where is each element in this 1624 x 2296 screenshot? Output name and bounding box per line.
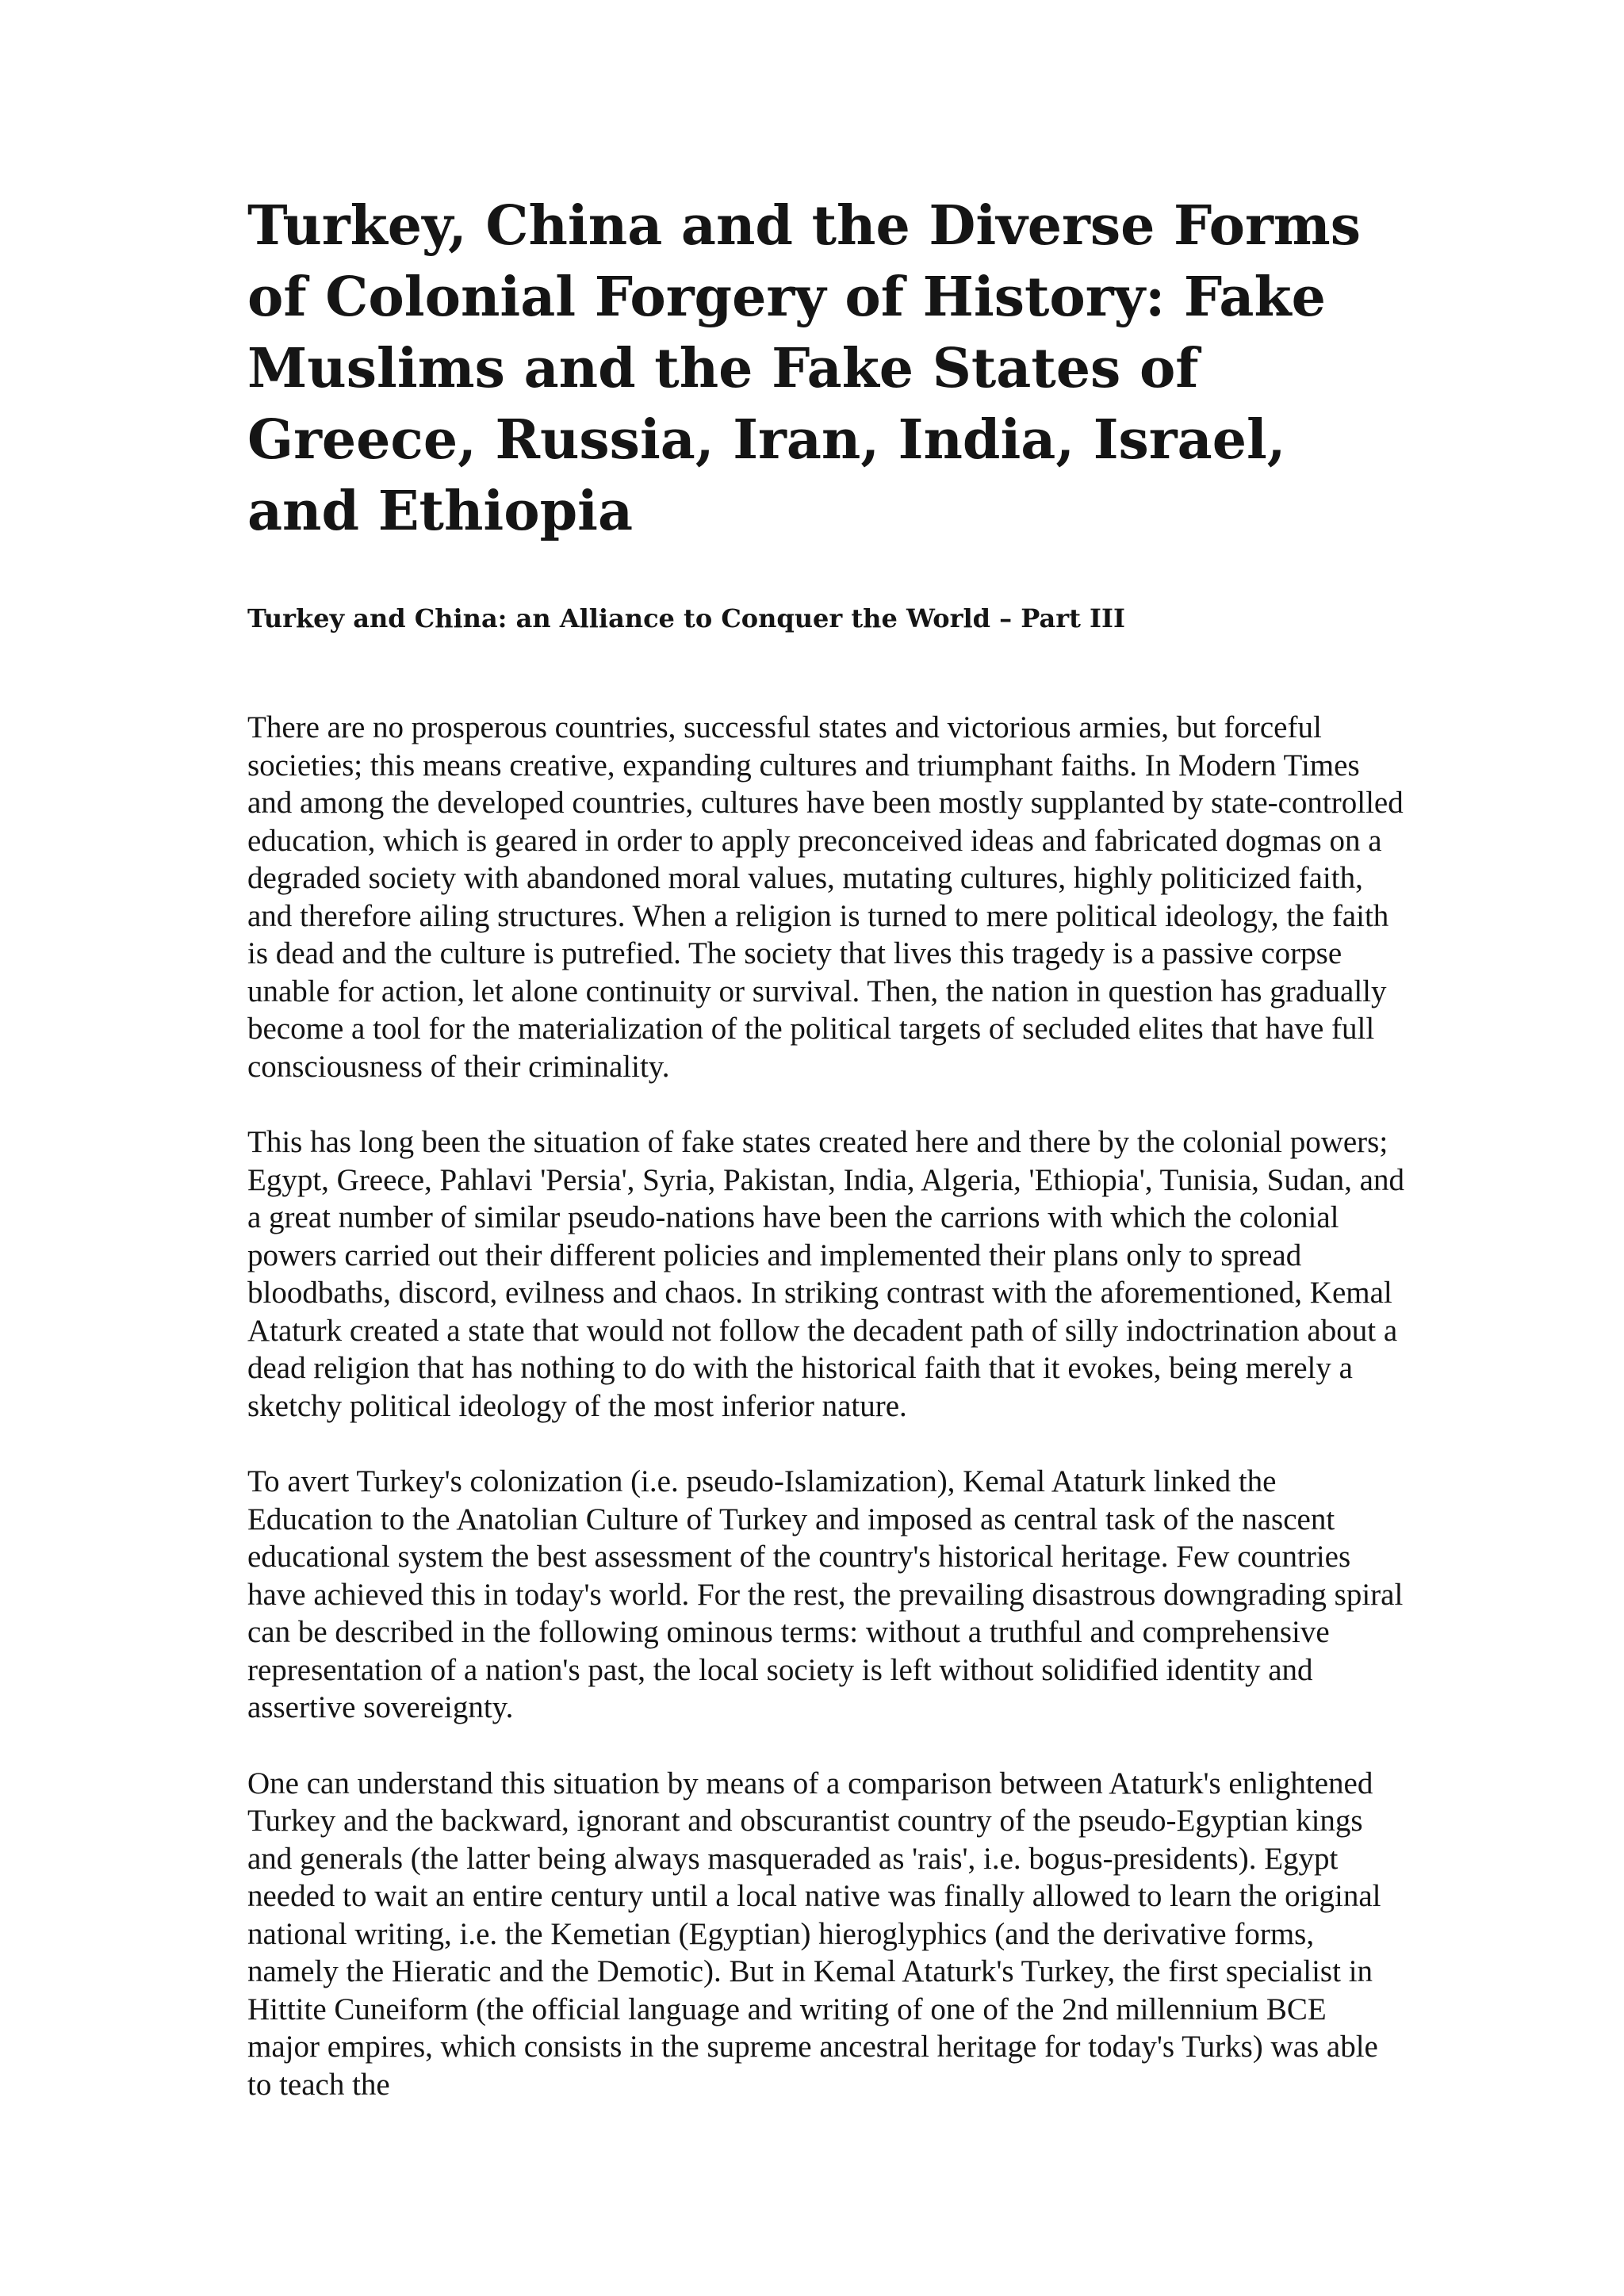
paragraph-4: One can understand this situation by means of a comparison between Ataturk's enlightened Turkey and the backward, ignorant and obscurantist country of the pseudo-Egyptian kings and generals (the latter being always masqueraded as 'rais', i.e. bogus-presidents). Egypt needed to wait an entire century until a local native was finally allowed to learn the original national writing, i.e. the Kemetian (Egyptian) hieroglyphics (and the derivative forms, namely the Hieratic and the Demotic). But in Kemal Ataturk's Turkey, the first specialist in Hittite Cuneiform (the official language and writing of one of the 2nd millennium BCE major empires, which consists in the supreme ancestral heritage for today's Turks) was able to teach the bbox=[247, 1766, 1381, 2102]
paragraph-3: To avert Turkey's colonization (i.e. pseudo-Islamization), Kemal Ataturk linked the Education to the Anatolian Culture of Turkey and imposed as central task of the nascent educational system the best assessment of the country's historical heritage. Few countries have achieved this in today's world. For the rest, the prevailing disastrous downgrading spiral can be described in the following ominous terms: without a truthful and comprehensive representation of a nation's past, the local society is left without solidified identity and assertive sovereignty. bbox=[247, 1464, 1404, 1724]
document-content bbox=[247, 190, 1405, 2103]
page-subtitle: Turkey and China: an Alliance to Conquer the World – Part III bbox=[247, 603, 1125, 633]
paragraph-2: This has long been the situation of fake states created here and there by the colonial powers; Egypt, Greece, Pahlavi 'Persia', Syria, Pakistan, India, Algeria, 'Ethiopia', Tunisia, Sudan, and a great number of similar pseudo-nations have been the carrions with which the colonial powers carried out their different policies and implemented their plans only to spread bloodbaths, discord, evilness and chaos. In striking contrast with the aforementioned, Kemal Ataturk created a state that would not follow the decadent path of silly indoctrination about a dead religion that has nothing to do with the historical faith that it evokes, being merely a sketchy political ideology of the most inferior nature. bbox=[247, 1125, 1404, 1423]
body-text bbox=[247, 709, 1405, 2103]
page-title: Turkey, China and the Diverse Forms of Colonial Forgery of History: Fake Muslims and the Fake States of Greece, Russia, Iran, India, Israel, and Ethiopia bbox=[247, 194, 1362, 543]
paragraph-1: There are no prosperous countries, successful states and victorious armies, but forceful societies; this means creative, expanding cultures and triumphant faiths. In Modern Times and among the developed countries, cultures have been mostly supplanted by state-controlled education, which is geared in order to apply preconceived ideas and fabricated dogmas on a degraded society with abandoned moral values, mutating cultures, highly politicized faith, and therefore ailing structures. When a religion is turned to mere political ideology, the faith is dead and the culture is putrefied. The society that lives this tragedy is a passive corpse unable for action, let alone continuity or survival. Then, the nation in question has gradually become a tool for the materialization of the political targets of secluded elites that have full consciousness of their criminality. bbox=[247, 710, 1404, 1084]
